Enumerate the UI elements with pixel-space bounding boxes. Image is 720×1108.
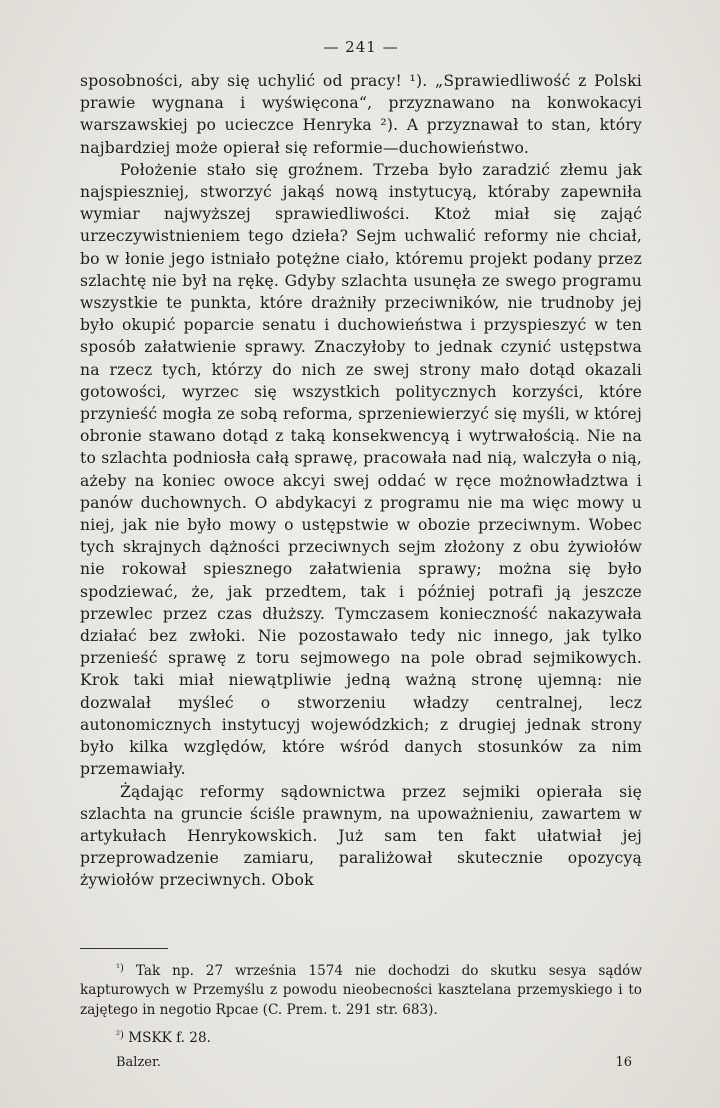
paragraph-2: Położenie stało się groźnem. Trzeba było zaradzić złemu jak najspieszniej, stworzyć jakąś nową instytucyą, któraby zapewniła wymiar najwyższej sprawiedliwości. Ktoż miał się zająć urzeczywistnieniem tego dzieła? Sejm uchwalić reformy nie chciał, bo w łonie jego istniało potężne ciało, któremu projekt podany przez szlachtę nie był na rękę. Gdyby szlachta usunęła ze swego programu wszystkie te punkta, które drażniły przeciwników, nie trudnoby jej było okupić poparcie senatu i duchowieństwa i przyspieszyć w ten sposób załatwienie sprawy. Znaczyłoby to jednak czynić ustępstwa na rzecz tych, którzy do nich ze swej strony mało dotąd okazali gotowości, wyrzec się wszystkich politycznych korzyści, które przynieść mogła ze sobą reforma, sprzeniewierzyć się myśli, w której obronie stawano dotąd z taką konsekwencyą i wytrwałością. Nie na to szlachta podniosła całą sprawę, pracowała nad nią, walczyła o nią, ażeby na koniec owoce akcyi swej oddać w ręce możnowładztwa i panów duchownych. O abdykacyi z programu nie ma więc mowy u niej, jak nie było mowy o ustępstwie w obozie przeciwnym. Wobec tych skrajnych dążności przeciwnych sejm złożony z obu żywiołów nie rokował spiesznego załatwienia sprawy; można się było spodziewać, że, jak przedtem, tak i później potrafi ją jeszcze przewlec przez czas dłuższy. Tymczasem konieczność nakazywała działać bez zwłoki. Nie pozostawało tedy nic innego, jak tylko przenieść sprawę z toru sejmowego na pole obrad sejmikowych. Krok taki miał niewątpliwie jedną ważną stronę ujemną: nie dozwalał myśleć o stworzeniu władzy centralnej, lecz autonomicznych instytucyj wojewódzkich; z drugiej jednak strony było kilka względów, które wśród danych stosunków za nim przemawiały. xyxy=(80,160,642,779)
paragraph-1: sposobności, aby się uchylić od pracy! ¹). „Sprawiedliwość z Polski prawie wygnana i wyświęcona“, przyznawano na konwokacyi warszawskiej po ucieczce Henryka ²). A przyznawał to stan, który najbardziej może opierał się reformie—duchowieństwo. xyxy=(80,72,642,157)
signature-mark: Balzer. xyxy=(116,1054,161,1070)
page-number-header: — 241 — xyxy=(323,38,399,56)
footnote-1-text: Tak np. 27 września 1574 nie dochodzi do skutku sesya sądów kapturowych w Przemyślu z powodu nieobecności kasztelana przemyskiego i to zajętego in negotio Rpcae (C. Prem. t. 291 str. 683). xyxy=(80,962,642,1018)
footnote-1-mark: ¹) xyxy=(116,962,124,974)
footnote-2-mark: ²) xyxy=(116,1030,124,1042)
paragraph-3: Żądając reformy sądownictwa przez sejmiki opierała się szlachta na gruncie ściśle prawnym, na upoważnieniu, zawartem w artykułach Henrykowskich. Już sam ten fakt ułatwiał jej przeprowadzenie zamiaru, paraliżował skutecznie opozycyą żywiołów przeciwnych. Obok xyxy=(80,782,642,890)
footnote-2-text: MSKK f. 28. xyxy=(128,1030,211,1047)
footnote-1 xyxy=(80,959,642,1021)
footnote-separator xyxy=(80,948,168,949)
page-footer xyxy=(80,1055,642,1070)
sheet-number: 16 xyxy=(615,1054,632,1070)
footnote-2 xyxy=(80,1026,642,1049)
main-text xyxy=(80,70,642,892)
